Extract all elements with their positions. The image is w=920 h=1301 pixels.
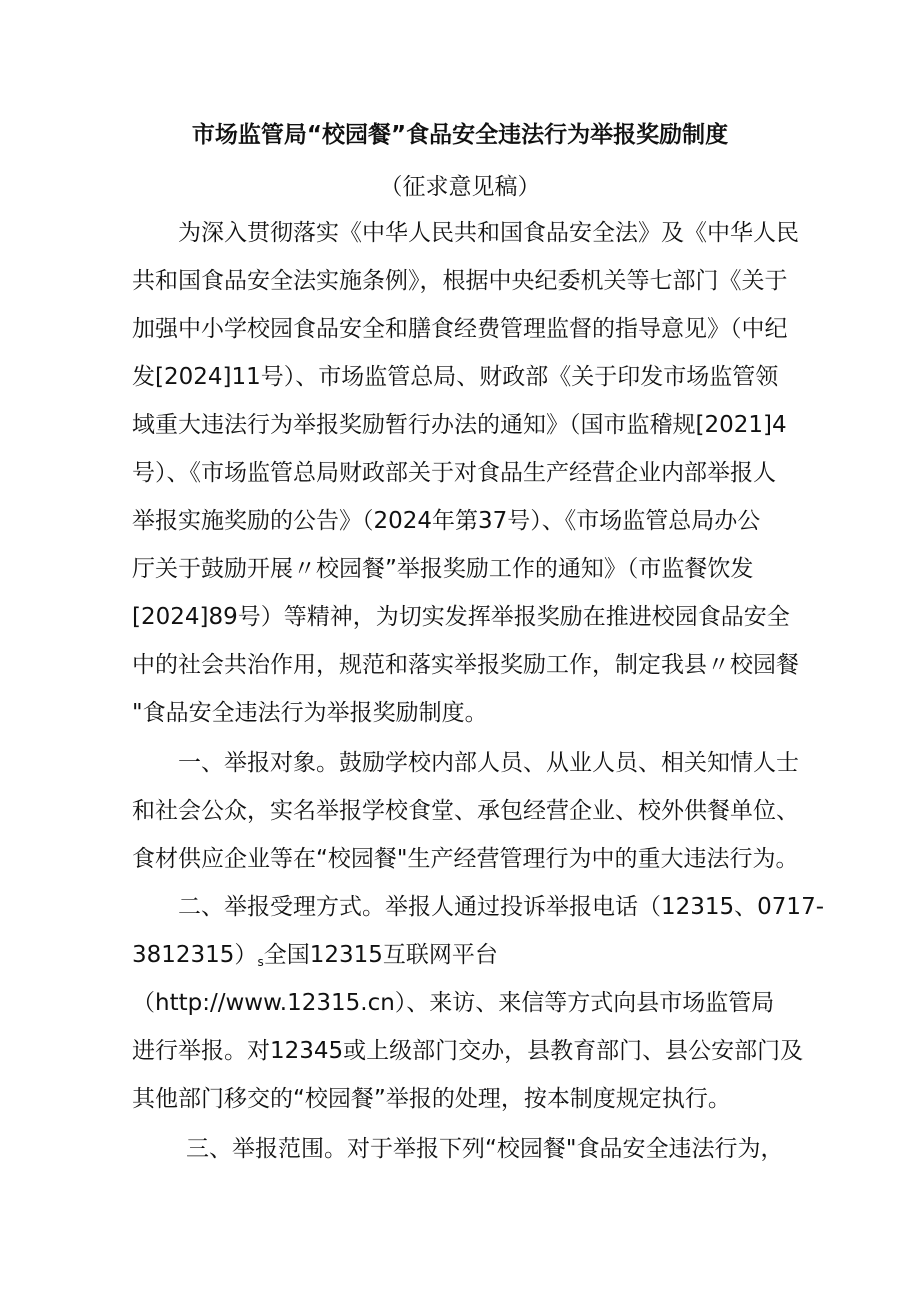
paragraph-line: 加强中小学校园食品安全和膳食经费管理监督的指导意见》（中纪 [132,316,788,342]
paragraph-line: 一、举报对象。鼓励学校内部人员、从业人员、相关知情人士 [178,750,799,776]
paragraph-line: "食品安全违法行为举报奖励制度。 [132,700,488,726]
paragraph-line: 厅关于鼓励开展〃校园餐”举报奖励工作的通知》（市监餐饮发 [132,556,754,582]
platform-text: 全国12315互联网平台 [263,942,498,968]
paragraph-line: （http://www.12315.cn）、来访、来信等方式向县市场监管局 [132,990,775,1016]
paragraph-line: 号）、《市场监管总局财政部关于对食品生产经营企业内部举报人 [132,460,776,486]
paragraph-line: 中的社会共治作用，规范和落实举报奖励工作，制定我县〃校园餐 [132,652,799,678]
document-title: 市场监管局“校园餐”食品安全违法行为举报奖励制度 [191,122,729,148]
stray-character: s [257,955,264,969]
paragraph-line: 进行举报。对12345或上级部门交办，县教育部门、县公安部门及 [132,1038,804,1064]
paragraph-line: 发[2024]11号）、市场监管总局、财政部《关于印发市场监管领 [132,364,779,390]
paragraph-line-mixed [132,938,498,979]
paragraph-line: 食材供应企业等在“校园餐"生产经营管理行为中的重大违法行为。 [132,846,799,872]
document-subtitle: （征求意见稿） [379,174,541,200]
paragraph-line: 共和国食品安全法实施条例》，根据中央纪委机关等七部门《关于 [132,268,788,294]
paragraph-line: 其他部门移交的“校园餐”举报的处理，按本制度规定执行。 [132,1086,731,1112]
paragraph-line: 二、举报受理方式。举报人通过投诉举报电话（12315、0717- [178,894,824,920]
paragraph-line: 三、举报范围。对于举报下列“校园餐"食品安全违法行为， [186,1136,784,1162]
paragraph-line: [2024]89号）等精神，为切实发挥举报奖励在推进校园食品安全 [132,604,790,630]
paragraph-line: 为深入贯彻落实《中华人民共和国食品安全法》及《中华人民 [178,220,799,246]
paragraph-line: 举报实施奖励的公告》（2024年第37号）、《市场监管总局办公 [132,508,761,534]
phone-number-text: 3812315） [132,942,258,968]
paragraph-line: 域重大违法行为举报奖励暂行办法的通知》（国市监稽规[2021]4 [132,412,787,438]
paragraph-line: 和社会公众，实名举报学校食堂、承包经营企业、校外供餐单位、 [132,798,799,824]
